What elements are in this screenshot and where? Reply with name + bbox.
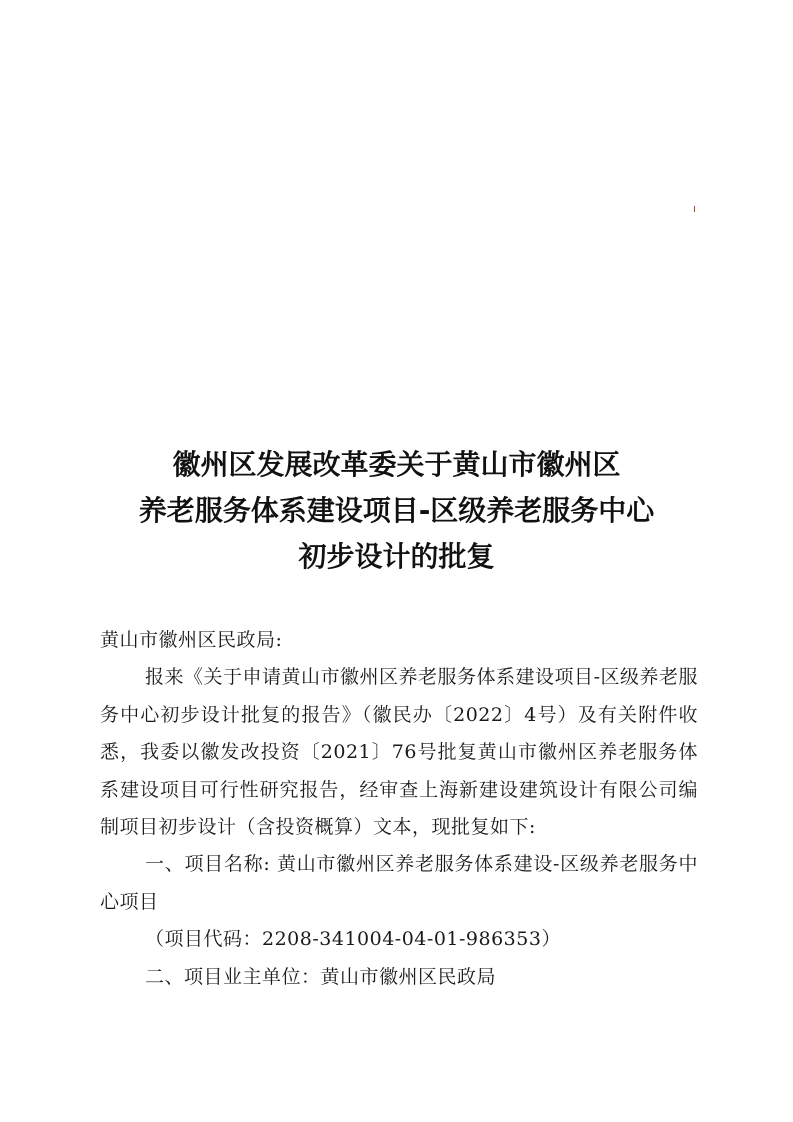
title-line-3: 初步设计的批复	[298, 540, 495, 573]
document-body	[100, 622, 698, 996]
paragraph-owner-unit: 二、项目业主单位：黄山市徽州区民政局	[145, 965, 497, 988]
paragraph-intro: 报来《关于申请黄山市徽州区养老服务体系建设项目-区级养老服务中心初步设计批复的报告》（徽民办〔2022〕4号）及有关附件收悉，我委以徽发改投资〔2021〕76号批复黄山市徽州区养老服务体系建设项目可行性研究报告，经审查上海新建设建筑设计有限公司编制项目初步设计（含投资概算）文本，现批复如下:	[100, 666, 698, 839]
title-line-2: 养老服务体系建设项目-区级养老服务中心	[138, 494, 655, 527]
paragraph-project-name: 一、项目名称: 黄山市徽州区养老服务体系建设-区级养老服务中心项目	[100, 853, 698, 913]
document-title	[0, 442, 793, 580]
title-line-1: 徽州区发展改革委关于黄山市徽州区	[172, 448, 621, 481]
addressee: 黄山市徽州区民政局:	[100, 629, 283, 651]
paragraph-project-code: （项目代码：2208-341004-04-01-986353）	[145, 928, 561, 951]
red-mark	[694, 206, 695, 212]
